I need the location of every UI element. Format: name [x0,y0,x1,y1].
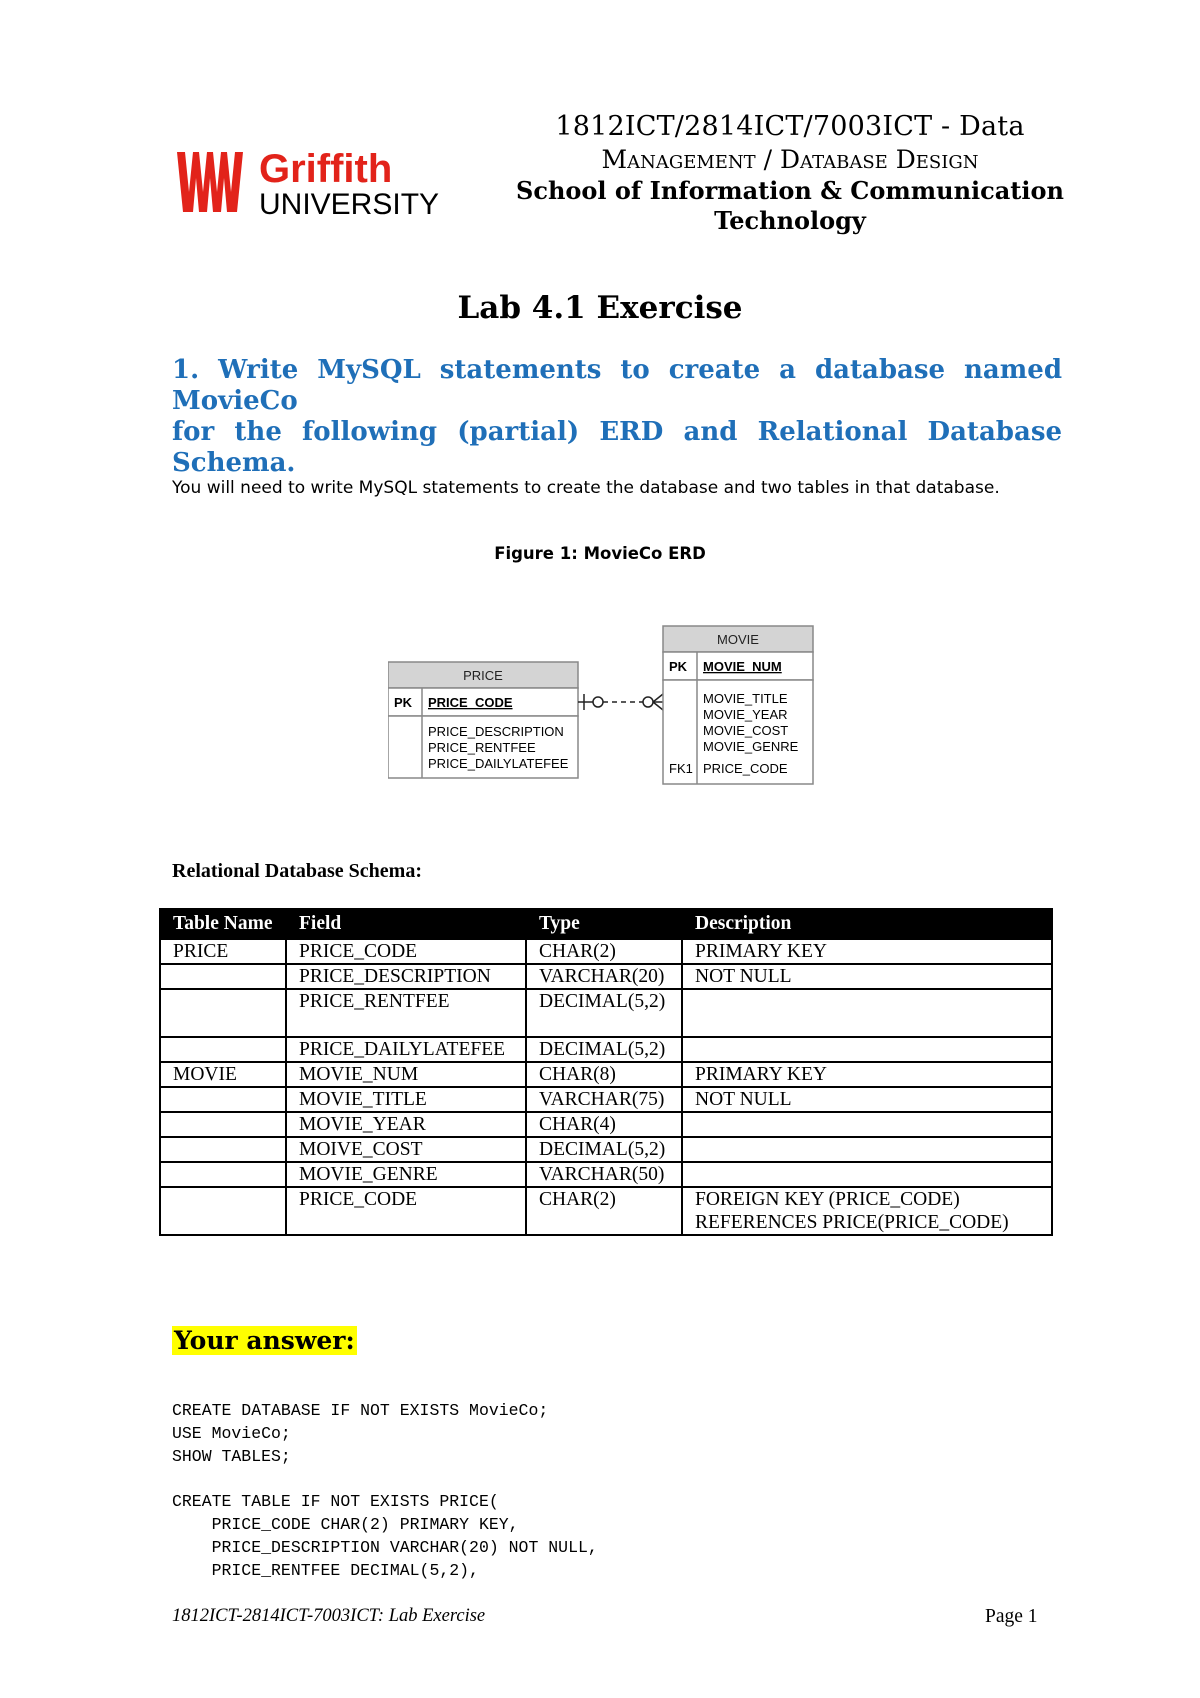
table-row [160,964,1052,989]
table-cell: DECIMAL(5,2) [526,1137,682,1162]
table-cell: NOT NULL [682,964,1052,989]
table-cell: MOVIE_TITLE [286,1087,526,1112]
erd-relationship [578,694,663,710]
table-row [160,1112,1052,1137]
erd-movie-field: MOVIE_TITLE [703,691,788,706]
table-cell [160,1162,286,1187]
table-cell: PRICE_DAILYLATEFEE [286,1037,526,1062]
erd-movie-fk-label: FK1 [669,761,693,776]
erd-movie-pk-label: PK [669,659,688,674]
table-cell: MOVIE_GENRE [286,1162,526,1187]
table-cell [682,989,1052,1037]
table-cell: PRICE [160,939,286,964]
school-name: School of Information & Communication Technology [516,176,1064,235]
erd-movie-field: MOVIE_COST [703,723,789,738]
table-cell: MOVIE_YEAR [286,1112,526,1137]
table-row [160,1062,1052,1087]
erd-movie-field: MOVIE_YEAR [703,707,788,722]
table-cell [160,1137,286,1162]
table-cell: CHAR(2) [526,939,682,964]
sql-code-block: CREATE DATABASE IF NOT EXISTS MovieCo; USE MovieCo; SHOW TABLES; CREATE TABLE IF NOT EXISTS PRICE( PRICE_CODE CHAR(2) PRIMARY KEY, PRICE_DESCRIPTION VARCHAR(20) NOT NULL, PRICE_RENTFEE DECIMAL(5,2), [172,1401,598,1580]
table-cell [682,1112,1052,1137]
table-row [160,1187,1052,1235]
question-text [172,355,1062,479]
table-cell: VARCHAR(75) [526,1087,682,1112]
footer-course: 1812ICT-2814ICT-7003ICT: Lab Exercise [172,1606,486,1626]
course-name: Management / Database Design [601,145,979,174]
table-cell [682,1137,1052,1162]
table-row [160,1087,1052,1112]
svg-text:UNIVERSITY: UNIVERSITY [259,188,440,220]
table-cell [160,1037,286,1062]
table-cell: PRICE_CODE [286,939,526,964]
column-header: Field [286,909,526,939]
table-cell [160,989,286,1037]
table-cell: PRIMARY KEY [682,1062,1052,1087]
table-cell [160,1187,286,1235]
erd-price-pk-field: PRICE_CODE [428,695,513,710]
table-cell [682,1037,1052,1062]
table-cell: PRICE_CODE [286,1187,526,1235]
table-cell [682,1162,1052,1187]
griffith-university-logo [175,148,475,220]
table-cell: MOVIE_NUM [286,1062,526,1087]
erd-entity-price [388,662,578,778]
table-cell: FOREIGN KEY (PRICE_CODE) REFERENCES PRICE(PRICE_CODE) [682,1187,1052,1235]
table-cell [160,1112,286,1137]
answer-label: Your answer: [174,1326,355,1355]
figure-caption: Figure 1: MovieCo ERD [494,544,706,563]
erd-movie-pk-field: MOVIE_NUM [703,659,782,674]
erd-price-field: PRICE_DAILYLATEFEE [428,756,569,771]
table-cell: VARCHAR(20) [526,964,682,989]
instruction-note: You will need to write MySQL statements to create the database and two tables in that database. [172,478,1000,498]
lab-title: Lab 4.1 Exercise [457,290,743,326]
erd-price-title: PRICE [463,668,503,683]
table-cell: PRICE_RENTFEE [286,989,526,1037]
schema-table [159,908,1053,1236]
svg-text:Griffith: Griffith [259,148,393,191]
erd-price-pk-label: PK [394,695,413,710]
table-row [160,1037,1052,1062]
document-header [505,110,1075,236]
table-cell: VARCHAR(50) [526,1162,682,1187]
table-cell: DECIMAL(5,2) [526,989,682,1037]
question-line-1: 1. Write MySQL statements to create a database named MovieCo [172,355,1062,416]
page-number: Page 1 [985,1606,1038,1627]
table-cell: CHAR(2) [526,1187,682,1235]
schema-table-header-row [160,909,1052,939]
table-cell: NOT NULL [682,1087,1052,1112]
table-row [160,989,1052,1037]
erd-movie-field: MOVIE_GENRE [703,739,799,754]
course-code: 1812ICT/2814ICT/7003ICT - Data [555,111,1025,142]
question-line-3: Schema. [172,448,296,478]
question-line-2: for the following (partial) ERD and Relational Database [172,417,1062,447]
table-cell: PRICE_DESCRIPTION [286,964,526,989]
table-cell: CHAR(4) [526,1112,682,1137]
column-header: Description [682,909,1052,939]
erd-movie-title: MOVIE [717,632,759,647]
table-row [160,1137,1052,1162]
schema-label: Relational Database Schema: [172,860,422,882]
erd-diagram [388,620,848,795]
table-cell [160,1087,286,1112]
table-cell: CHAR(8) [526,1062,682,1087]
erd-price-field: PRICE_RENTFEE [428,740,536,755]
table-row [160,1162,1052,1187]
table-cell: MOVIE [160,1062,286,1087]
table-cell: DECIMAL(5,2) [526,1037,682,1062]
erd-movie-field: PRICE_CODE [703,761,788,776]
table-cell: MOIVE_COST [286,1137,526,1162]
table-row [160,939,1052,964]
table-cell [160,964,286,989]
erd-entity-movie [663,626,813,784]
column-header: Table Name [160,909,286,939]
erd-price-field: PRICE_DESCRIPTION [428,724,564,739]
column-header: Type [526,909,682,939]
table-cell: PRIMARY KEY [682,939,1052,964]
